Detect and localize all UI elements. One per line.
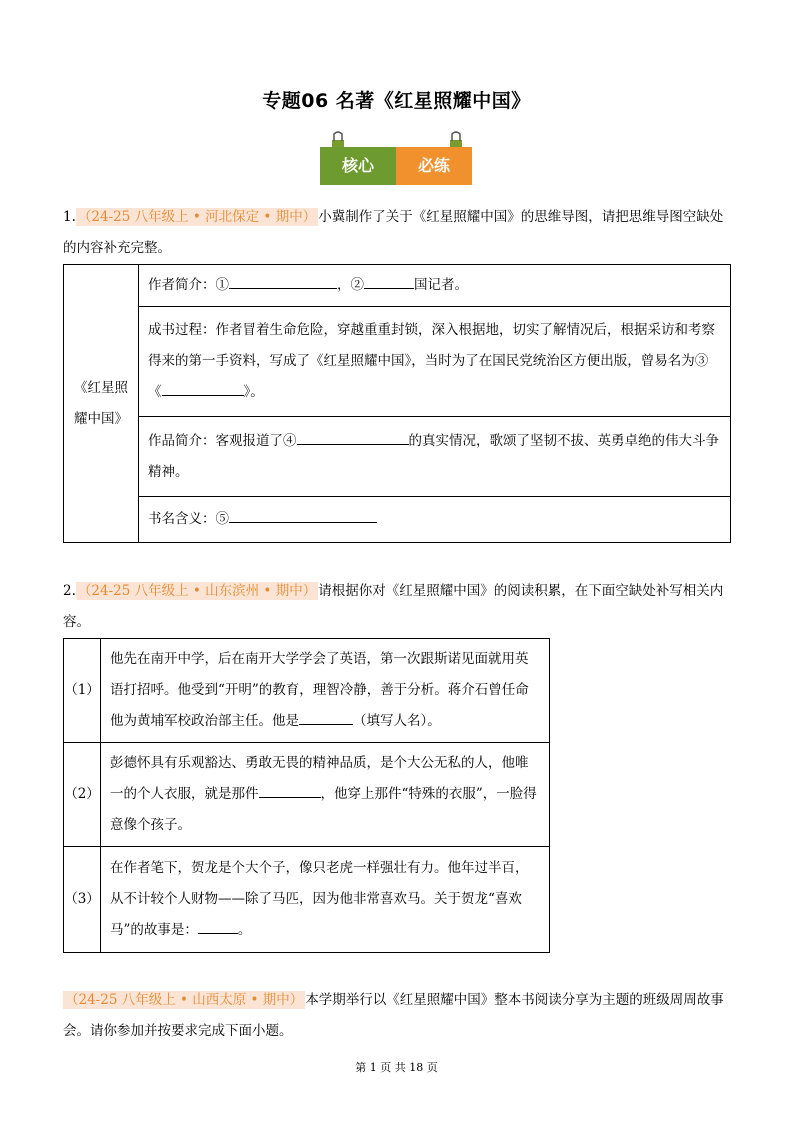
row-content: 在作者笔下，贺龙是个大个子，像只老虎一样强壮有力。他年过半百，从不计较个人财物——除了马匹，因为他非常喜欢马。关于贺龙“喜欢马”的故事是： 。 [101,847,550,953]
row-content: 他先在南开中学，后在南开大学学会了英语，第一次跟斯诺见面就用英语打招呼。他受到“开明”的教育，理智冷静，善于分析。蒋介石曾任命他为黄埔军校政治部主任。他是 （填写人名）。 [101,639,550,743]
question-text: 请根据你对《红星照耀中国》的阅读积累，在下面空缺处补写相关内容。 [63,583,724,630]
answer-blank[interactable] [259,783,321,798]
question-number: 2. [63,583,76,599]
question-1 [63,202,730,264]
character-table [63,638,550,953]
source-tag: （24-25 八年级上 • 山东滨州 • 期中） [77,583,317,599]
question-3 [63,985,730,1047]
source-tag: （24-25 八年级上 • 河北保定 • 期中） [77,209,317,225]
author-intro-cell: 作者简介：① ，② 国记者。 [139,265,731,307]
title-meaning-cell: 书名含义：⑤ [139,497,731,543]
section-banner [320,131,472,187]
writing-process-cell: 成书过程：作者冒着生命危险，穿越重重封锁，深入根据地，切实了解情况后，根据采访和考察得来的第一手资料，写成了《红星照耀中国》，当时为了在国民党统治区方便出版，曾易名为③《 》。 [139,307,731,417]
question-text: 小冀制作了关于《红星照耀中国》的思维导图，请把思维导图空缺处的内容补充完整。 [63,209,724,256]
answer-blank-1[interactable] [229,274,337,289]
book-title-cell: 《红星照耀中国》 [64,265,139,543]
answer-blank-3[interactable] [162,381,244,396]
answer-blank-4[interactable] [297,430,409,445]
answer-blank-2[interactable] [364,274,414,289]
page-title: 专题06 名著《红星照耀中国》 [262,90,531,112]
page-footer: 第 1 页 共 18 页 [355,1061,438,1074]
answer-blank-5[interactable] [229,508,377,523]
answer-blank[interactable] [198,919,238,934]
question-2 [63,576,730,638]
source-tag: （24-25 八年级上 • 山西太原 • 期中） [65,992,304,1008]
row-number: （2） [64,743,101,847]
work-intro-cell: 作品简介：客观报道了④ 的真实情况，歌颂了坚韧不拔、英勇卓绝的伟大斗争精神。 [139,417,731,497]
answer-blank[interactable] [299,710,353,725]
question-text: 本学期举行以《红星照耀中国》整本书阅读分享为主题的班级周周故事会。请你参加并按要求完成下面小题。 [63,992,724,1039]
row-number: （1） [64,639,101,743]
banner-practice: 必练 [396,147,472,185]
mind-map-table [63,264,731,543]
row-number: （3） [64,847,101,953]
banner-core: 核心 [320,147,396,185]
question-number: 1. [63,209,76,225]
row-content: 彭德怀具有乐观豁达、勇敢无畏的精神品质，是个大公无私的人，他唯一的个人衣服，就是那件 ，他穿上那件“特殊的衣服”，一脸得意像个孩子。 [101,743,550,847]
